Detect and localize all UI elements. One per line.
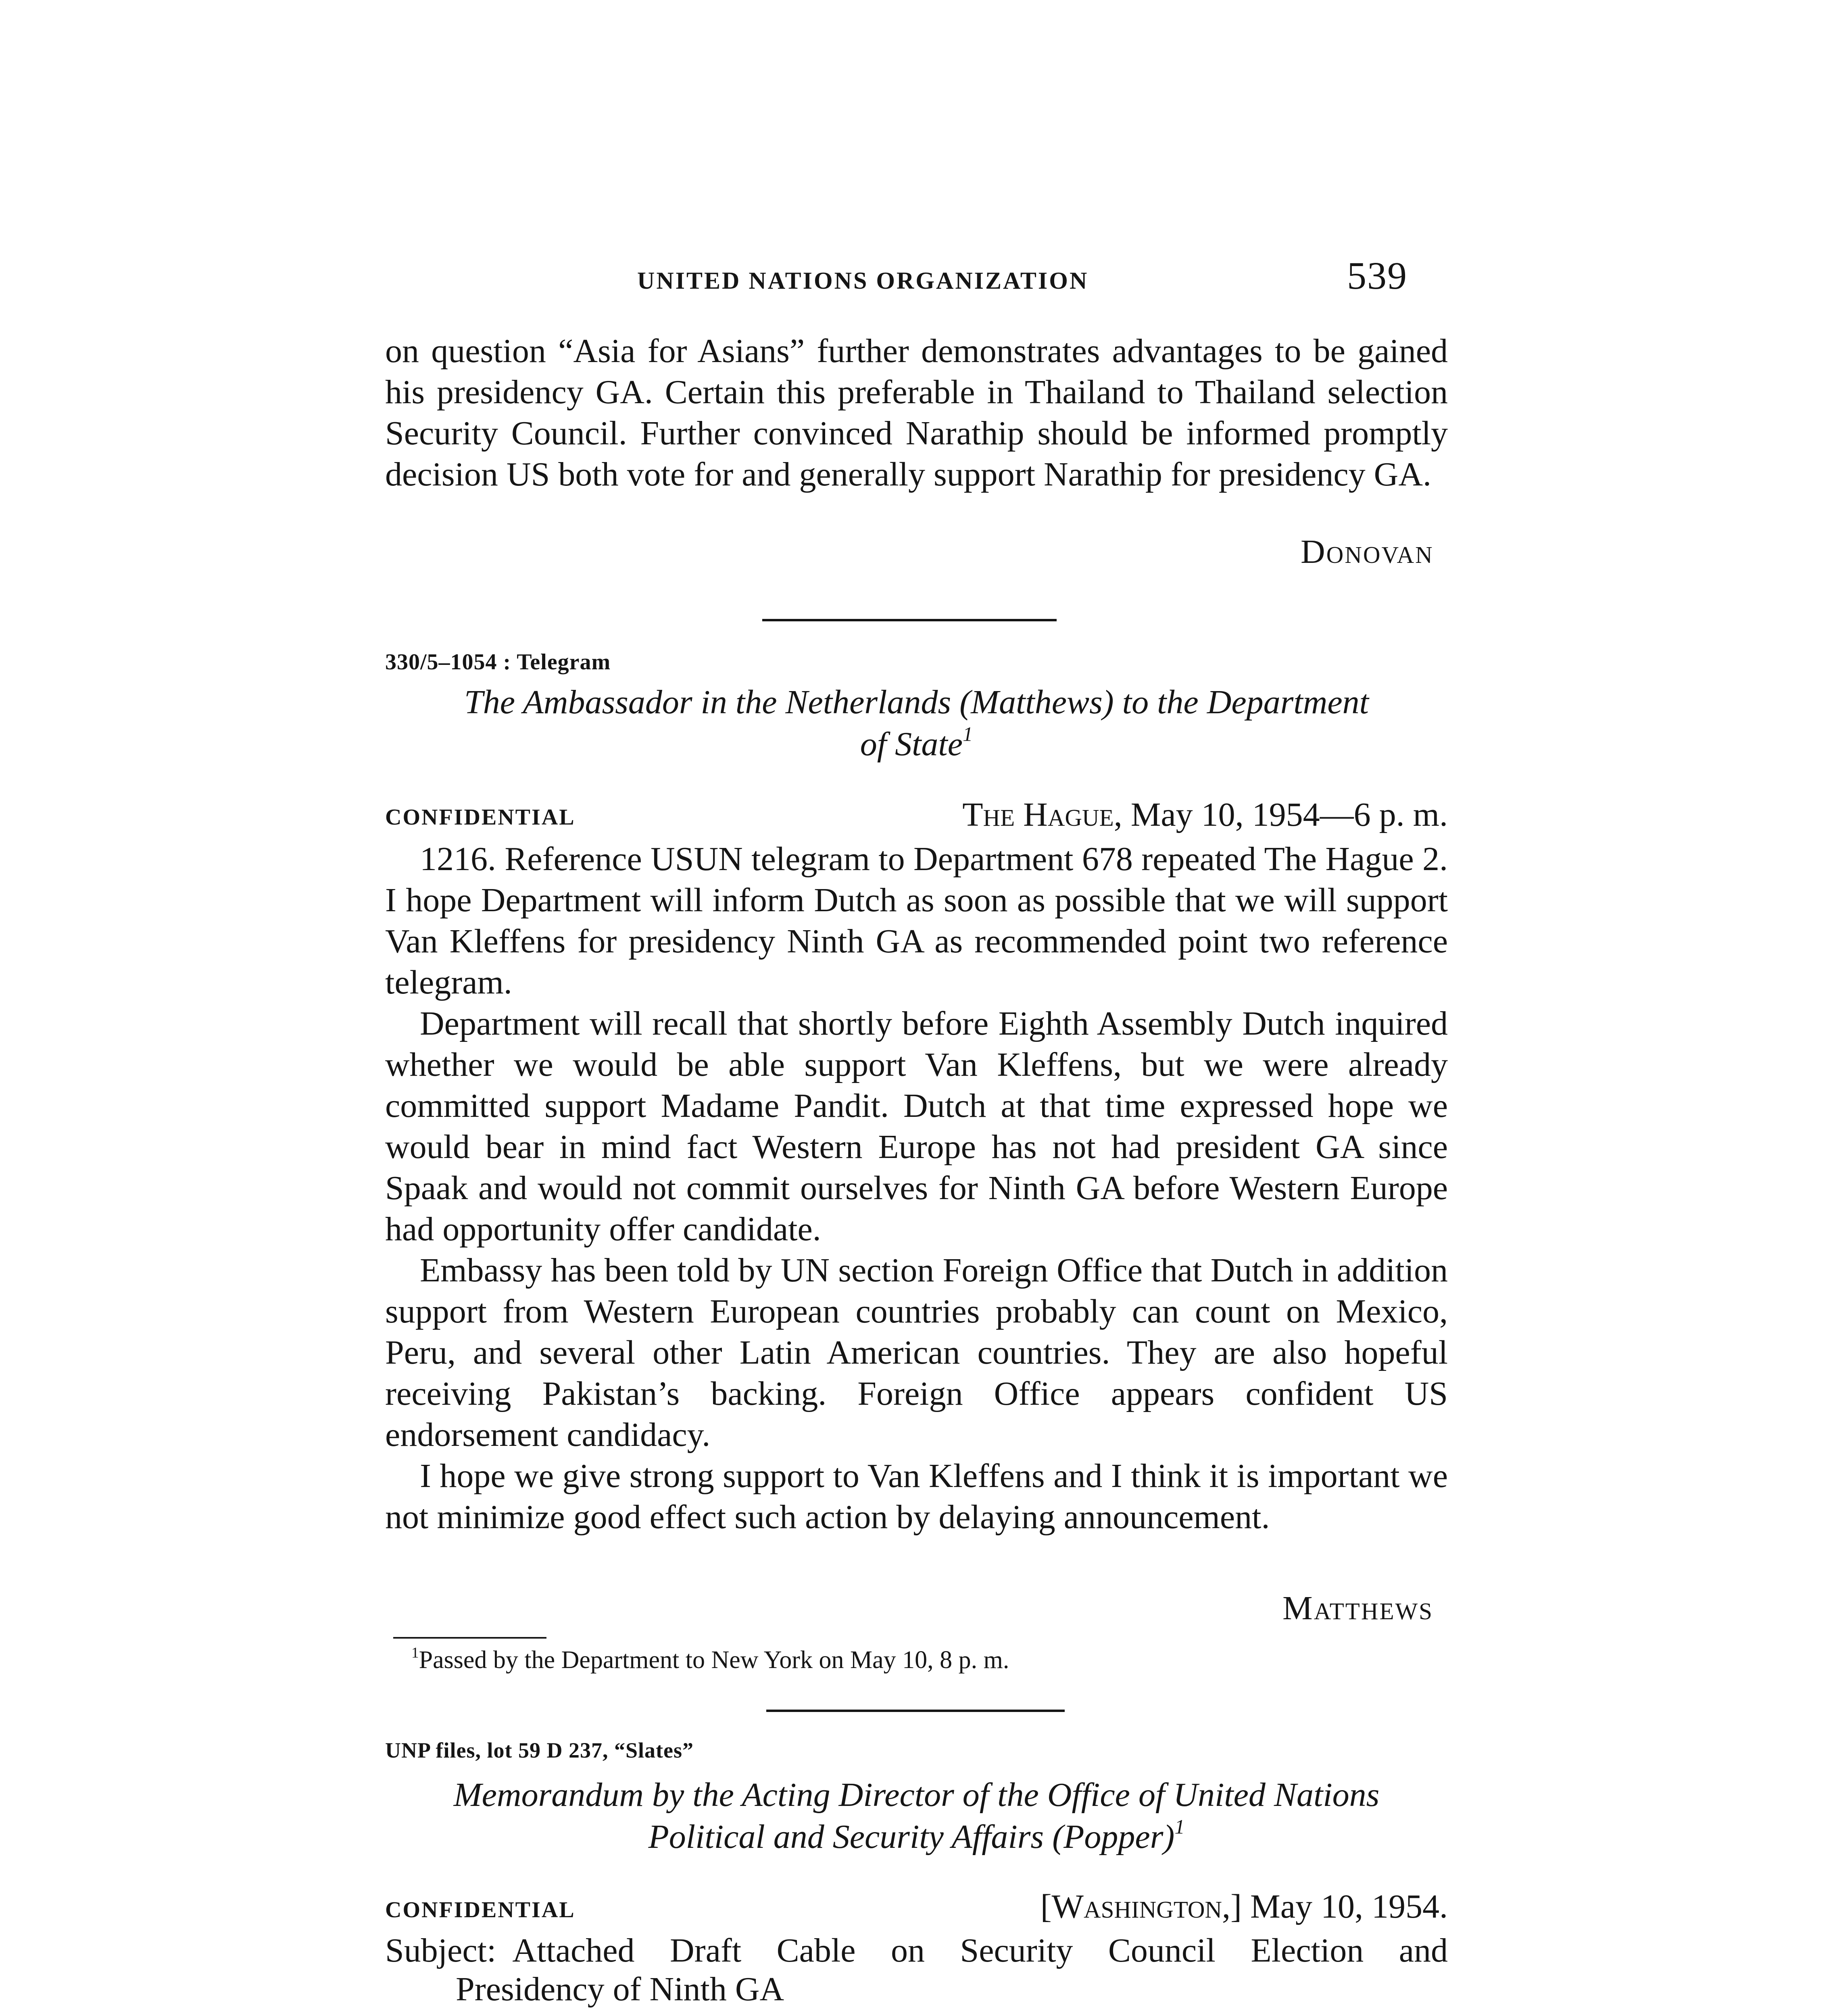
doc3-subject-line1: Attached Draft Cable on Security Council Election and [512,1932,1448,1969]
doc2-title-line2: of State [860,725,963,763]
doc3-subject [385,1931,1448,2009]
doc2-place: The Hague [962,796,1114,833]
doc3-subject-line2: Presidency of Ninth GA [456,1970,784,2008]
doc3-title-line2: Political and Security Affairs (Popper) [648,1818,1175,1856]
doc3-place-date [915,1887,1448,1926]
section-divider [762,619,1057,621]
doc2-paragraph: Embassy has been told by UN section Foreign Office that Dutch in addition support from Western European countries probably can count on Mexico, Peru, and several other Latin American countries. They are also hopeful receiving Pakistan’s backing. Foreign Office appears confident US endorsement candidacy. [385,1252,1448,1454]
doc2-paragraph: 1216. Reference USUN telegram to Department 678 repeated The Hague 2. I hope Department will inform Dutch as soon as possible that we will support Van Kleffens for presidency Ninth GA as recommended point two reference telegram. [385,840,1448,1001]
section-divider [766,1710,1065,1712]
doc3-subject-label: Subject: [385,1932,496,1969]
doc2-body [385,839,1448,1538]
doc2-paragraph: I hope we give strong support to Van Kleffens and I think it is important we not minimize good effect such action by delaying announcement. [385,1457,1448,1536]
section1-paragraph: on question “Asia for Asians” further demonstrates advantages to be gained his presidency GA. Certain this preferable in Thailand to Thailand selection Security Council. Further convinced Narathip should be informed promptly decision US both vote for and generally support Narathip for presidency GA. [385,332,1448,493]
page-number: 539 [1347,254,1408,297]
doc2-footnote [411,1645,1448,1675]
doc3-title-line1: Memorandum by the Acting Director of the Office of United Nations [453,1776,1380,1814]
doc2-classification: CONFIDENTIAL [385,805,576,830]
doc2-date: , May 10, 1954—6 p. m. [1114,796,1448,833]
doc3-title [385,1774,1448,1858]
doc2-title-footnote-mark: 1 [963,723,973,746]
doc2-title-line1: The Ambassador in the Netherlands (Matthews) to the Department [464,683,1369,721]
doc2-signature: Matthews [1282,1589,1433,1627]
doc2-footnote-mark: 1 [411,1644,419,1661]
doc2-file-ref: 330/5–1054 : Telegram [385,650,611,675]
doc3-file-ref: UNP files, lot 59 D 237, “Slates” [385,1738,694,1762]
doc2-footnote-text: Passed by the Department to New York on May 10, 8 p. m. [419,1646,1009,1674]
doc2-title [385,681,1448,765]
doc3-place: [Washington,] [1040,1888,1242,1925]
doc3-date: May 10, 1954. [1242,1888,1448,1925]
doc2-paragraph: Department will recall that shortly before Eighth Assembly Dutch inquired whether we would be able support Van Kleffens, but we were already committed support Madame Pandit. Dutch at that time expressed hope we would bear in mind fact Western Europe has not had president GA since Spaak and would not commit ourselves for Ninth GA before Western Europe had opportunity offer candidate. [385,1005,1448,1248]
doc3-title-footnote-mark: 1 [1174,1815,1185,1838]
doc2-place-date [915,795,1448,834]
doc3-classification: CONFIDENTIAL [385,1897,576,1922]
section1-signature: Donovan [1301,533,1434,571]
footnote-rule [393,1637,546,1639]
running-title: UNITED NATIONS ORGANIZATION [637,267,1089,294]
section1-text [385,331,1448,495]
